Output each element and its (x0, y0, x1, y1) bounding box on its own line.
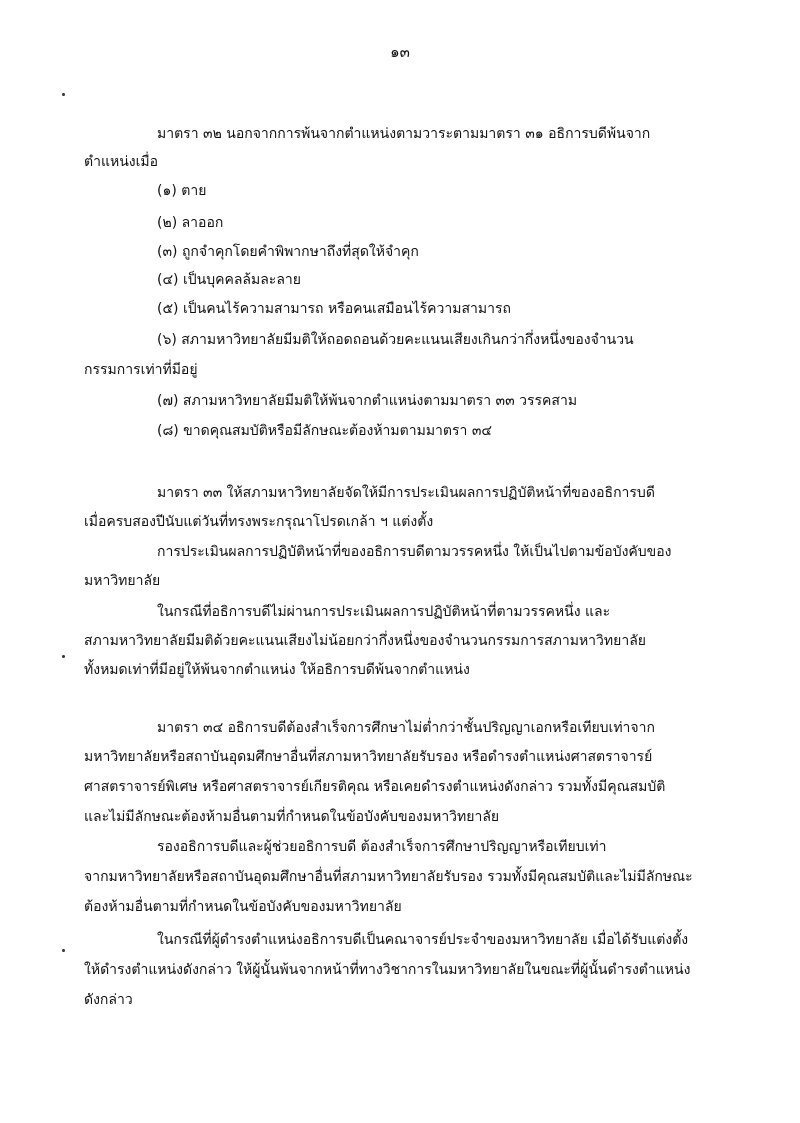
scan-speck (62, 949, 65, 952)
section-32-item-3: (๓) ถูกจำคุกโดยคำพิพากษาถึงที่สุดให้จำคุก (157, 244, 419, 260)
section-32-item-5: (๕) เป็นคนไร้ความสามารถ หรือคนเสมือนไร้ความสามารถ (157, 301, 511, 317)
section-32-item-7: (๗) สภามหาวิทยาลัยมีมติให้พ้นจากตำแหน่งตามมาตรา ๓๓ วรรคสาม (157, 393, 578, 409)
section-32-line: ตำแหน่งเมื่อ (84, 154, 159, 170)
section-34-heading-line: มาตรา ๓๔ อธิการบดีต้องสำเร็จการศึกษาไม่ต่ำกว่าชั้นปริญญาเอกหรือเทียบเท่าจาก (157, 720, 655, 736)
scan-speck (62, 655, 65, 658)
page-number: ๑๓ (390, 43, 410, 61)
section-34-line: ต้องห้ามอื่นตามที่กำหนดในข้อบังคับของมหาวิทยาลัย (84, 899, 402, 915)
section-32-item-6-cont: กรรมการเท่าที่มีอยู่ (84, 362, 198, 378)
section-34-line: มหาวิทยาลัยหรือสถาบันอุดมศึกษาอื่นที่สภามหาวิทยาลัยรับรอง หรือดำรงตำแหน่งศาสตราจารย์ (84, 749, 653, 765)
section-33-line: ทั้งหมดเท่าที่มีอยู่ให้พ้นจากตำแหน่ง ให้อธิการบดีพ้นจากตำแหน่ง (84, 662, 470, 678)
section-32-item-4: (๔) เป็นบุคคลล้มละลาย (157, 272, 301, 288)
section-32-heading-line: มาตรา ๓๒ นอกจากการพ้นจากตำแหน่งตามวาระตามมาตรา ๓๑ อธิการบดีพ้นจาก (157, 126, 651, 142)
section-34-line: ให้ดำรงตำแหน่งดังกล่าว ให้ผู้นั้นพ้นจากหน้าที่ทางวิชาการในมหาวิทยาลัยในขณะที่ผู้นั้นดำรงตำแหน่ง (84, 962, 691, 978)
section-33-line: ในกรณีที่อธิการบดีไม่ผ่านการประเมินผลการปฏิบัติหน้าที่ตามวรรคหนึ่ง และ (157, 604, 611, 620)
scan-speck (62, 93, 65, 96)
section-33-line: สภามหาวิทยาลัยมีมติด้วยคะแนนเสียงไม่น้อยกว่ากึ่งหนึ่งของจำนวนกรรมการสภามหาวิทยาลัย (84, 633, 646, 649)
section-34-line: และไม่มีลักษณะต้องห้ามอื่นตามที่กำหนดในข้อบังคับของมหาวิทยาลัย (84, 809, 500, 825)
section-32-item-1: (๑) ตาย (157, 183, 207, 199)
section-34-line: จากมหาวิทยาลัยหรือสถาบันอุดมศึกษาอื่นที่สภามหาวิทยาลัยรับรอง รวมทั้งมีคุณสมบัติและไม่มีลักษณะ (84, 869, 693, 885)
section-32-item-8: (๘) ขาดคุณสมบัติหรือมีลักษณะต้องห้ามตามมาตรา ๓๔ (157, 423, 492, 439)
section-34-line: รองอธิการบดีและผู้ช่วยอธิการบดี ต้องสำเร็จการศึกษาปริญญาหรือเทียบเท่า (157, 839, 607, 855)
section-34-line: ในกรณีที่ผู้ดำรงตำแหน่งอธิการบดีเป็นคณาจารย์ประจำของมหาวิทยาลัย เมื่อได้รับแต่งตั้ง (157, 932, 689, 948)
section-32-item-6: (๖) สภามหาวิทยาลัยมีมติให้ถอดถอนด้วยคะแนนเสียงเกินกว่ากึ่งหนึ่งของจำนวน (157, 332, 634, 348)
section-33-heading-line: มาตรา ๓๓ ให้สภามหาวิทยาลัยจัดให้มีการประเมินผลการปฏิบัติหน้าที่ของอธิการบดี (157, 485, 655, 501)
section-34-line: ศาสตราจารย์พิเศษ หรือศาสตราจารย์เกียรติคุณ หรือเคยดำรงตำแหน่งดังกล่าว รวมทั้งมีคุณสมบัติ (84, 779, 666, 795)
section-33-line: มหาวิทยาลัย (84, 573, 161, 589)
section-33-line: การประเมินผลการปฏิบัติหน้าที่ของอธิการบดีตามวรรคหนึ่ง ให้เป็นไปตามข้อบังคับของ (157, 544, 672, 560)
section-34-line: ดังกล่าว (84, 992, 133, 1008)
section-33-line: เมื่อครบสองปีนับแต่วันที่ทรงพระกรุณาโปรดเกล้า ฯ แต่งตั้ง (84, 514, 434, 530)
section-32-item-2: (๒) ลาออก (157, 215, 224, 231)
